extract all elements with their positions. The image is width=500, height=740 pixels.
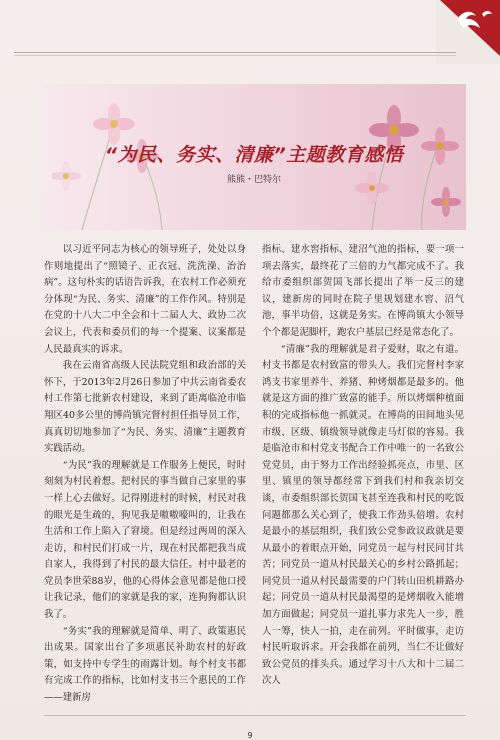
header-rule xyxy=(14,52,456,53)
paragraph: “为民”我的理解就是工作服务上便民，时时刻刻为村民着想。把村民的事当做自己家里的事一样上心去做好。记得刚进村的时候，村民对我的眼光是生疏的，狗见我是嗷嗷嚎叫的，让我在生活和工作上陷入了窘境。但是经过两周的深入走访，和村民们打成一片，现在村民都把我当成自家人，我得到了村民的最大信任。村中最老的党员李世荣88岁，他的心得体会意见都是他口授让我记录，他们的家就是我的家，连狗狗都认识我了。 xyxy=(44,459,246,621)
footer-rule xyxy=(44,715,466,716)
paragraph: 我在云南省高级人民法院党组和政治部的关怀下，于2013年2月26日参加了中共云南省委农村工作第七批新农村建设，来到了距离临沧市临翔区40多公里的博尚镇完督村担任指导员工作，真真切切地参加了“为民、务实、清廉”主题教育实践活动。 xyxy=(44,360,246,455)
article-author: 熊熊・巴特尔 xyxy=(226,175,281,185)
header-rule-secondary xyxy=(14,55,456,56)
text-column-left xyxy=(44,242,246,707)
page-number: 9 xyxy=(247,731,253,740)
text-column-right xyxy=(262,242,464,690)
paragraph: “清廉”我的理解就是君子爱财，取之有道。村支书都是农村致富的带头人。我们完督村李家鸿支书家里养牛、养猪、种烤烟都是最多的。他就是这方面的推广致富的能手。所以烤烟种植面积的完成指标他一抓就灵。在博尚的田间地头见市级、区级、镇级领导就像走马灯似的容易。我是临沧市和村党支书配合工作中唯一的一名致公党党员，由于努力工作出经验抓亮点，市里、区里、镇里的领导都经常下到我们村和我亲切交谈，市委组织部长贺国飞甚至连我和村民的吃饭问题都那么关心到了，使我工作劲头倍增。农村是最小的基层组织，我们致公党参政议政就是要从最小的着眼点开始，同党员一起与村民同甘共苦；同党员一道从村民最关心的乡村公路抓起；同党员一道从村民最需要的户门转山田机耕路办起；同党员一道从村民最渴望的是烤烟收入能增加方面做起；同党员一道扎事力求先人一步，胜人一筹，快人一拍，走在前列。平时做事，走访村民听取诉求。开会我都在前列，当仁不让做好致公党员的排头兵。通过学习十八大和十二届二次人 xyxy=(262,343,464,687)
paragraph: “务实”我的理解就是简单、明了、政策惠民出成果。国家出台了多项惠民补助农村的好政策，如支持中专学生的雨露计划。每个村支书都有完成工作的指标，比如村支书三个惠民的工作——建新房 xyxy=(44,625,246,704)
paragraph: 以习近平同志为核心的领导班子，处处以身作则地提出了“照镜子、正衣冠、洗洗澡、治治病”。这句朴实的话语告诉我，在农村工作必须充分体现“为民、务实、清廉”的工作作风。特别是在党的十八大二中全会和十二届人大、政协二次会议上，代表和委员们的每一个提案、议案都是人民最真实的诉求。 xyxy=(44,244,246,355)
article-title: “为民、务实、清廉”主题教育感悟 xyxy=(104,144,404,166)
title-banner xyxy=(42,84,466,230)
paragraph-continued: 指标、建水窖指标、建沼气池的指标，要一项一项去落实，最终花了三倍的力气都完成不了。我给市委组织部贺国飞部长提出了举一反三的建议，建新房的同时在院子里规划建水窖、沼气池，事半功倍，这就是务实。在博尚镇大小领导个个都是泥脚杆，跑农户基层已经是常态化了。 xyxy=(262,244,464,338)
